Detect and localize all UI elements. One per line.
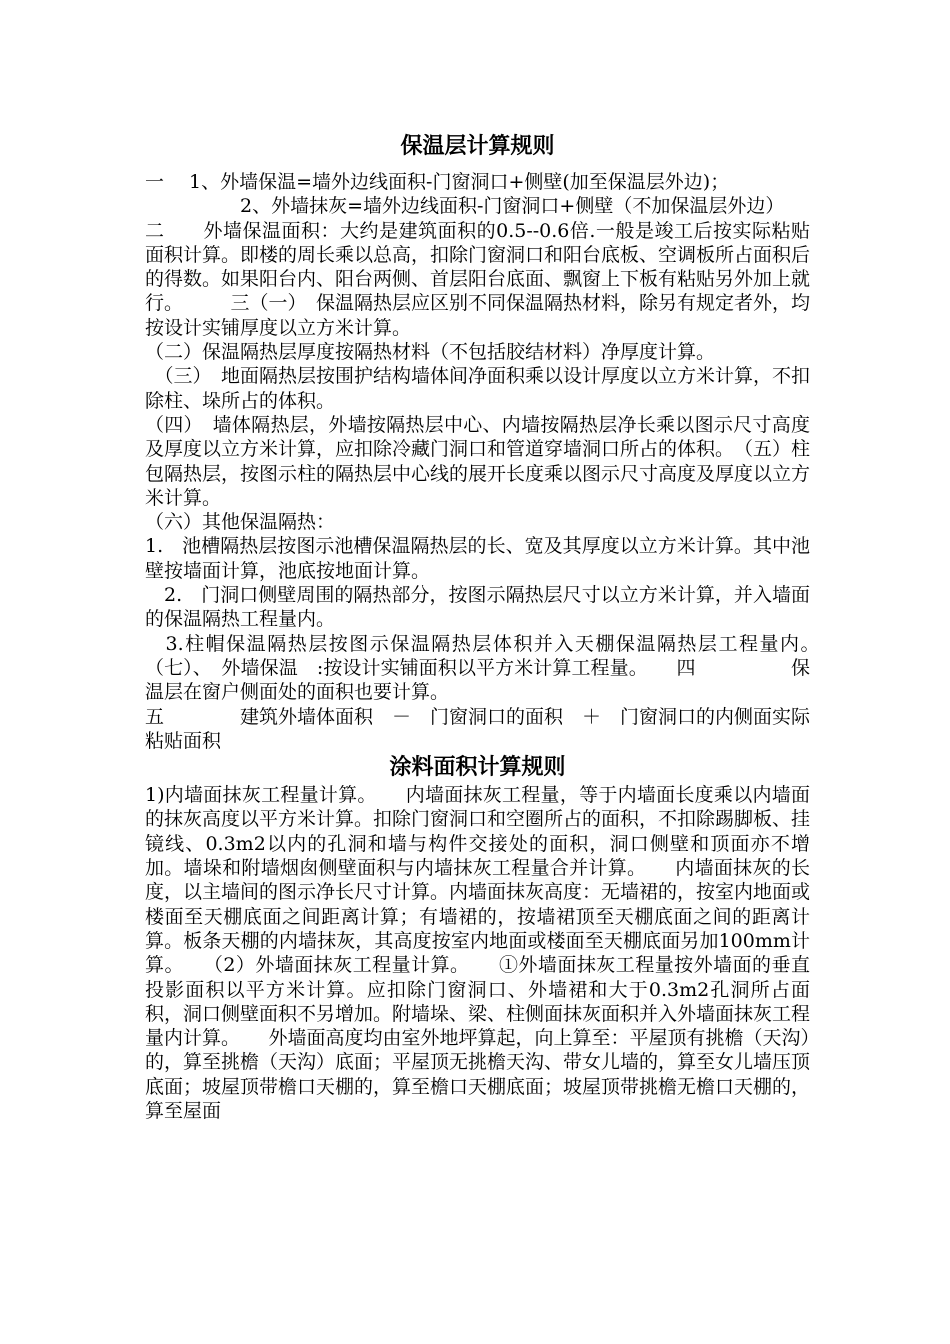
paragraph: 五 建筑外墙体面积 － 门窗洞口的面积 ＋ 门窗洞口的内侧面实际粘贴面积 (145, 705, 811, 752)
paragraph: 1. 池槽隔热层按图示池槽保温隔热层的长、宽及其厚度以立方米计算。其中池壁按墙面计算，池底按地面计算。 (145, 535, 810, 582)
section-title-coating: 涂料面积计算规则 (389, 755, 566, 781)
paragraph: （三） 地面隔热层按围护结构墙体间净面积乘以设计厚度以立方米计算，不扣除柱、垛所占的体积。 (145, 365, 811, 412)
paragraph: （六）其他保温隔热： (145, 511, 336, 534)
paragraph: （二）保温隔热层厚度按隔热材料（不包括胶结材料）净厚度计算。 (145, 341, 716, 364)
paragraph: 3.柱帽保温隔热层按图示保温隔热层体积并入天棚保温隔热层工程量内。 （七）、 外墙保温 :按设计实铺面积以平方米计算工程量。 四 保温层在窗户侧面处的面积也要计算。 (145, 632, 849, 704)
paragraph: 一 1、外墙保温=墙外边线面积-门窗洞口+侧壁(加至保温层外边)； (145, 171, 730, 193)
paragraph: 2、外墙抹灰=墙外边线面积-门窗洞口+侧壁（不加保温层外边） (145, 195, 785, 218)
section-title-insulation: 保温层计算规则 (400, 134, 555, 159)
paragraph: （四） 墙体隔热层，外墙按隔热层中心、内墙按隔热层净长乘以图示尺寸高度及厚度以立方米计算，应扣除冷藏门洞口和管道穿墙洞口所占的体积。 （五）柱包隔热层，按图示柱的隔热层中心线的展开长度乘以图示尺寸高度及厚度以立方米计算。 (145, 413, 811, 509)
paragraph: 2. 门洞口侧壁周围的隔热部分，按图示隔热层尺寸以立方米计算，并入墙面的保温隔热工程量内。 (145, 584, 810, 631)
paragraph: 1)内墙面抹灰工程量计算。 内墙面抹灰工程量，等于内墙面长度乘以内墙面的抹灰高度以平方米计算。扣除门窗洞口和空圈所占的面积，不扣除踢脚板、挂镜线、0.3m2以内的孔洞和墙与构件交接处的面积，洞口侧壁和顶面亦不增加。墙垛和附墙烟囱侧壁面积与内墙抹灰工程量合并计算。 内墙面抹灰的长度，以主墙间的图示净长尺寸计算。内墙面抹灰高度：无墙裙的，按室内地面或楼面至天棚底面之间距离计算；有墙裙的，按墙裙顶至天棚底面之间的距离计算。板条天棚的内墙抹灰，其高度按室内地面或楼面至天棚底面另加100mm计算。 （2）外墙面抹灰工程量计算。 ①外墙面抹灰工程量按外墙面的垂直投影面积以平方米计算。应扣除门窗洞口、外墙裙和大于0.3m2孔洞所占面积，洞口侧壁面积不另增加。附墙垛、梁、柱侧面抹灰面积并入外墙面抹灰工程量内计算。 外墙面高度均由室外地坪算起，向上算至：平屋顶有挑檐（天沟）的，算至挑檐（天沟）底面；平屋顶无挑檐天沟、带女儿墙的，算至女儿墙压顶底面；坡屋顶带檐口天棚的，算至檐口天棚底面；坡屋顶带挑檐无檐口天棚的，算至屋面 (145, 784, 811, 1122)
document-page (145, 132, 849, 1123)
paragraph: 二 外墙保温面积：大约是建筑面积的0.5--0.6倍.一般是竣工后按实际粘贴面积计算。即楼的周长乘以总高，扣除门窗洞口和阳台底板、空调板所占面积后的得数。如果阳台内、阳台两侧、首层阳台底面、飘窗上下板有粘贴另外加上就行。 三（一） 保温隔热层应区别不同保温隔热材料，除另有规定者外，均按设计实铺厚度以立方米计算。 (145, 219, 811, 339)
